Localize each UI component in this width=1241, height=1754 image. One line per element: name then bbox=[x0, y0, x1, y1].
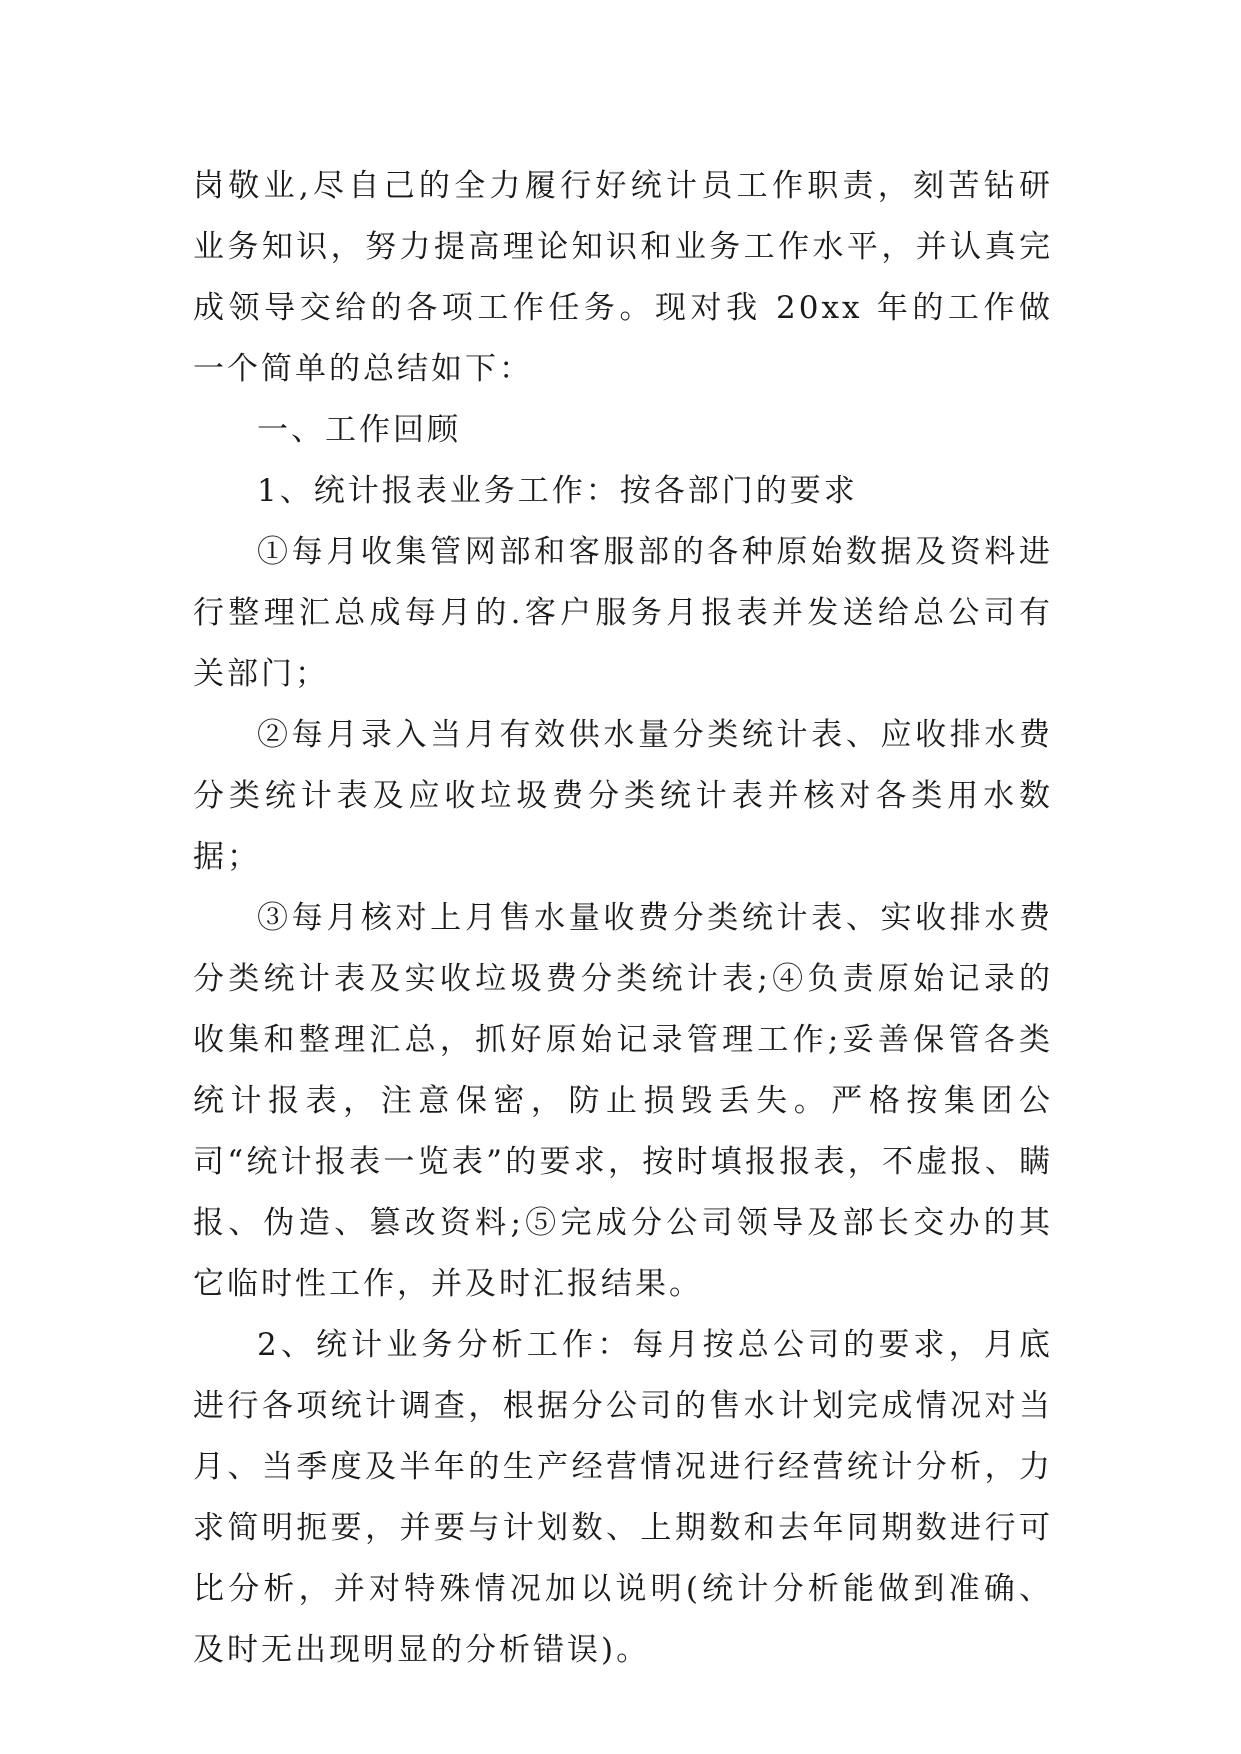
paragraph-intro-continued: 岗敬业,尽自己的全力履行好统计员工作职责，刻苦钻研业务知识，努力提高理论知识和业务工作水平，并认真完成领导交给的各项工作任务。现对我 20xx 年的工作做一个简单的总结如下： bbox=[193, 168, 1053, 387]
paragraph-statistical-analysis: 2、统计业务分析工作：每月按总公司的要求，月底进行各项统计调查，根据分公司的售水计划完成情况对当月、当季度及半年的生产经营情况进行经营统计分析，力求简明扼要，并要与计划数、上期数和去年同期数进行可比分析，并对特殊情况加以说明(统计分析能做到准确、及时无出现明显的分析错误)。 bbox=[193, 1327, 1053, 1668]
paragraph-item-2: ②每月录入当月有效供水量分类统计表、应收排水费分类统计表及应收垃圾费分类统计表并核对各类用水数据； bbox=[193, 717, 1053, 875]
paragraph-item-3-5: ③每月核对上月售水量收费分类统计表、实收排水费分类统计表及实收垃圾费分类统计表;④负责原始记录的收集和整理汇总，抓好原始记录管理工作;妥善保管各类统计报表，注意保密，防止损毁丢失。严格按集团公司“统计报表一览表”的要求，按时填报报表，不虚报、瞒报、伪造、篡改资料;⑤完成分公司领导及部长交办的其它临时性工作，并及时汇报结果。 bbox=[193, 900, 1053, 1302]
paragraph-item-1: ①每月收集管网部和客服部的各种原始数据及资料进行整理汇总成每月的.客户服务月报表并发送给总公司有关部门； bbox=[193, 534, 1053, 692]
section-heading-work-review: 一、工作回顾 bbox=[257, 412, 461, 448]
document-body bbox=[193, 156, 1053, 1681]
subheading-statistical-reports: 1、统计报表业务工作：按各部门的要求 bbox=[257, 473, 858, 509]
